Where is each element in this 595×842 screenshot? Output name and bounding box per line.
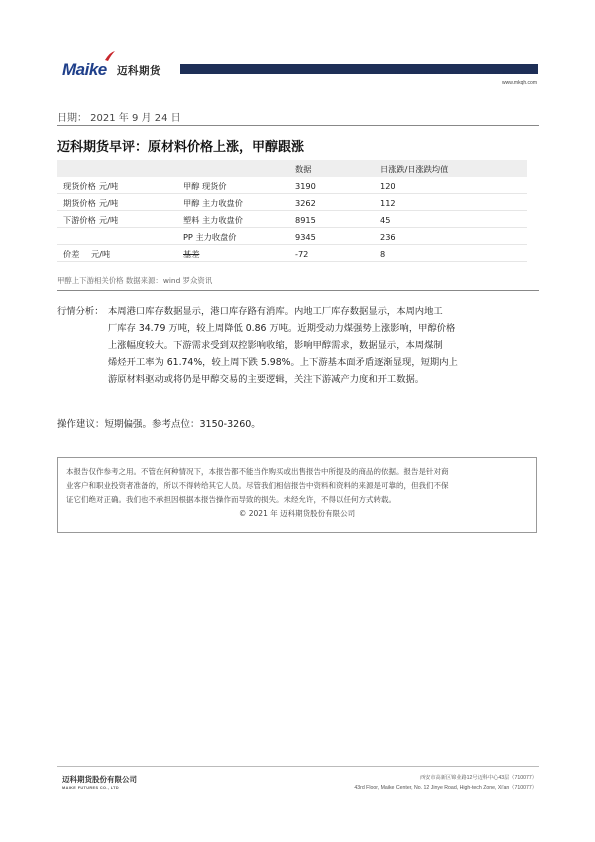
row-unit: 元/吨: [91, 249, 111, 259]
row-value: -72: [295, 249, 309, 259]
copyright: © 2021 年 迈科期货股份有限公司: [238, 509, 356, 518]
row-change: 120: [380, 181, 396, 191]
trading-advice: 操作建议：短期偏强。参考点位：3150-3260。: [57, 419, 261, 430]
row-unit: 元/吨: [99, 215, 119, 225]
disclaimer-line: 业客户和职业投资者准备的，所以不得转给其它人员。尽管我们相信报告中资料和资料的来源是可靠的，但我们不保: [66, 481, 449, 490]
row-item: 甲醇 主力收盘价: [183, 198, 243, 208]
divider: [57, 290, 539, 291]
table-row: [57, 228, 527, 245]
row-change: 45: [380, 215, 391, 225]
disclaimer-line: 本报告仅作参考之用。不管在何种情况下，本报告都不能当作购买或出售报告中所提及的商品的依据。报告是针对商: [66, 467, 449, 476]
footer-address-en: 43rd Floor, Maike Center, No. 12 Jinye Road, High-tech Zone, Xi'an（710077）: [354, 785, 537, 791]
footer-logo: [62, 774, 137, 790]
table-row: [57, 211, 527, 228]
row-unit: 元/吨: [99, 181, 119, 191]
row-item: 甲醇 现货价: [183, 181, 227, 191]
header-url: www.mkqh.com: [501, 80, 537, 86]
analysis-body: [108, 303, 527, 388]
row-value: 9345: [295, 232, 316, 242]
row-value: 8915: [295, 215, 316, 225]
analysis-line: 厂库存 34.79 万吨，较上周降低 0.86 万吨。近期受动力煤强势上涨影响，甲醇价格: [108, 323, 456, 334]
header-slogan: TO DISCOVER VALUE TO CREATE VALUE TO SHARE VALUE: [393, 70, 537, 75]
footer-divider: [57, 766, 539, 767]
footer-company-en: MAIKE FUTURES CO., LTD: [62, 786, 120, 790]
divider: [57, 125, 539, 126]
analysis-label: 行情分析：: [57, 306, 104, 317]
footer-company-cn: 迈科期货股份有限公司: [62, 775, 137, 784]
row-value: 3262: [295, 198, 316, 208]
analysis-line: 游原材料驱动或将仍是甲醇交易的主要逻辑，关注下游减产力度和开工数据。: [108, 374, 425, 385]
column-header-value: 数据: [295, 164, 312, 174]
logo-wordmark: Maike: [62, 60, 107, 79]
table-row: [57, 177, 527, 194]
analysis-line: 本周港口库存数据显示，港口库存路有消库。内地工厂库存数据显示，本周内地工: [108, 306, 443, 317]
row-category: 现货价格: [63, 181, 96, 191]
row-category: 下游价格: [63, 215, 96, 225]
company-logo: [62, 50, 172, 80]
analysis-line: 烯烃开工率为 61.74%，较上周下跌 5.98%。上下游基本面矛盾逐渐显现，短期内上: [108, 357, 458, 368]
row-change: 236: [380, 232, 396, 242]
market-analysis: [57, 303, 527, 388]
price-table: [57, 160, 527, 262]
table-row: [57, 194, 527, 211]
row-change: 8: [380, 249, 386, 259]
row-value: 3190: [295, 181, 316, 191]
disclaimer-box: [57, 457, 537, 533]
row-change: 112: [380, 198, 396, 208]
report-title: 迈科期货早评：原材料价格上涨，甲醇跟涨: [57, 140, 305, 155]
row-item: 塑料 主力收盘价: [183, 215, 243, 225]
analysis-line: 上涨幅度较大。下游需求受到双控影响收缩，影响甲醇需求，数据显示，本周煤制: [108, 340, 443, 351]
table-row: [57, 245, 527, 262]
report-date: 日期： 2021 年 9 月 24 日: [57, 113, 181, 124]
logo-chinese-name: 迈科期货: [117, 65, 161, 77]
table-source-note: 甲醇上下游相关价格 数据来源：wind 罗众资讯: [57, 276, 213, 285]
table-header: [57, 160, 527, 177]
column-header-change: 日涨跌/日涨跌均值: [380, 164, 449, 174]
footer-address-cn: 西安市高新区锦业路12号迈科中心43层（710077）: [419, 775, 537, 781]
disclaimer-line: 证它们绝对正确。我们也不承担因根据本报告操作而导致的损失。未经允许，不得以任何方式转载。: [66, 495, 396, 504]
row-category: 期货价格: [63, 198, 96, 208]
row-category: 价差: [63, 249, 80, 259]
row-item: 基差: [183, 249, 200, 259]
row-item: PP 主力收盘价: [183, 232, 237, 242]
row-unit: 元/吨: [99, 198, 119, 208]
